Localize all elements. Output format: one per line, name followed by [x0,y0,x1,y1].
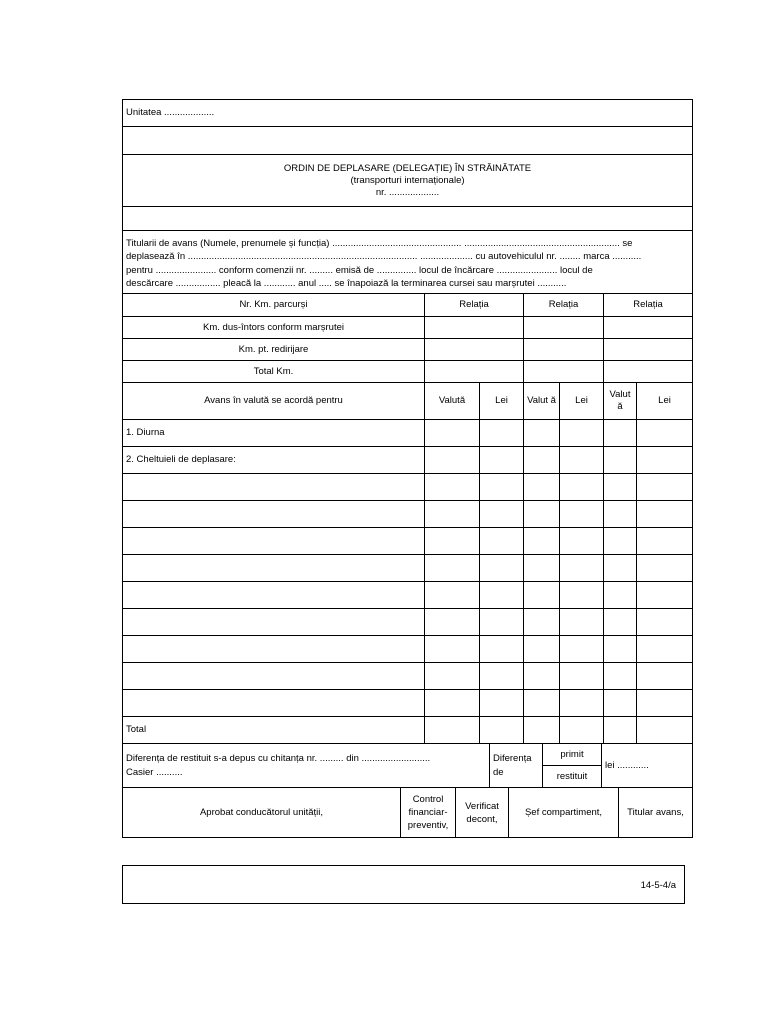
avans-row-blank [123,690,425,717]
table-cell [524,717,560,744]
avans-row-label: 2. Cheltuieli de deplasare: [123,447,425,474]
table-cell [604,501,637,528]
titular-signature: Titular avans, [619,788,693,838]
table-cell [560,663,604,690]
avans-row-total: Total [123,717,425,744]
table-cell [524,420,560,447]
table-cell [425,582,480,609]
col-lei: Lei [480,383,524,420]
col-valuta: Valut ă [604,383,637,420]
table-cell [604,339,693,361]
avans-row-blank [123,663,425,690]
table-cell [560,528,604,555]
intro-paragraph [123,231,693,294]
avans-header: Avans în valută se acordă pentru [123,383,425,420]
table-cell [604,663,637,690]
table-cell [425,609,480,636]
footer-box [122,865,685,904]
table-cell [425,636,480,663]
sef-signature: Șef compartiment, [509,788,619,838]
document-number: nr. ................... [375,186,440,198]
table-cell [480,717,524,744]
table-cell [425,555,480,582]
table-cell [560,501,604,528]
avans-row-blank [123,582,425,609]
avans-row-blank [123,474,425,501]
table-cell [637,528,693,555]
table-cell [637,555,693,582]
form-code: 14-5-4/a [640,880,676,891]
table-cell [524,582,560,609]
table-cell [637,690,693,717]
diferenta-text [123,744,490,788]
table-cell [480,663,524,690]
aprobat-signature: Aprobat conducătorul unității, [123,788,401,838]
avans-row-blank [123,555,425,582]
col-lei: Lei [637,383,693,420]
km-row-label: Total Km. [123,361,425,383]
casier-line: Casier .......... [126,766,183,778]
km-header: Nr. Km. parcurși [123,294,425,317]
table-cell [560,609,604,636]
col-valuta: Valută [425,383,480,420]
restituit-label: restituit [543,766,602,788]
table-cell [560,447,604,474]
avans-row-blank [123,528,425,555]
table-cell [480,609,524,636]
table-cell [524,690,560,717]
table-cell [604,474,637,501]
table-cell [524,555,560,582]
table-cell [560,474,604,501]
avans-row-blank [123,636,425,663]
table-cell [480,582,524,609]
table-cell [604,447,637,474]
table-cell [637,501,693,528]
table-cell [604,717,637,744]
table-cell [524,361,604,383]
avans-row-blank [123,609,425,636]
table-cell [480,474,524,501]
table-cell [524,663,560,690]
table-cell [480,555,524,582]
table-cell [425,420,480,447]
document-subtitle: (transporturi internaționale) [350,174,465,186]
table-cell [560,582,604,609]
diferenta-label: Diferența de [490,744,543,788]
col-valuta: Valut ă [524,383,560,420]
table-cell [560,690,604,717]
table-cell [524,636,560,663]
table-cell [524,609,560,636]
diferenta-table [122,743,693,788]
table-cell [560,636,604,663]
table-cell [480,501,524,528]
table-cell [604,555,637,582]
table-cell [637,474,693,501]
table-cell [604,609,637,636]
primit-label: primit [543,744,602,766]
table-cell [524,339,604,361]
avans-row-blank [123,501,425,528]
table-cell [524,501,560,528]
control-signature: Control financiar-preventiv, [401,788,456,838]
table-cell [425,317,524,339]
km-row-label: Km. pt. redirijare [123,339,425,361]
delegation-form [122,99,692,838]
table-cell [524,447,560,474]
table-cell [637,636,693,663]
intro-line: deplasează în ....................................................................................... .................... cu autovehiculul nr. ........ marca ........... [126,251,642,262]
table-cell [425,717,480,744]
lei-field: lei ............ [602,744,693,788]
table-cell [604,636,637,663]
table-cell [560,420,604,447]
table-cell [480,690,524,717]
intro-line: Titularii de avans (Numele, prenumele și funcția) ................................................. ........................................................... se [126,237,633,249]
verificat-signature: Verificat decont, [456,788,509,838]
table-cell [425,528,480,555]
table-cell [425,474,480,501]
col-lei: Lei [560,383,604,420]
table-cell [560,555,604,582]
table-cell [637,420,693,447]
table-cell [637,447,693,474]
table-cell [560,717,604,744]
table-cell [480,420,524,447]
avans-row-label: 1. Diurna [123,420,425,447]
table-cell [604,690,637,717]
table-cell [637,663,693,690]
table-cell [425,447,480,474]
table-cell [604,528,637,555]
document-title: ORDIN DE DEPLASARE (DELEGAȚIE) ÎN STRĂINĂTATE [283,162,532,174]
relatia-header: Relația [524,294,604,317]
relatia-header: Relația [425,294,524,317]
table-cell [637,717,693,744]
form-table [122,99,693,744]
table-cell [480,447,524,474]
table-cell [425,339,524,361]
table-cell [524,474,560,501]
document-header [123,155,693,207]
table-cell [637,609,693,636]
blank-row [123,207,693,231]
intro-line: pentru ....................... conform comenzii nr. ......... emisă de ............... locul de încărcare ....................... locul de [126,264,593,276]
table-cell [524,528,560,555]
table-cell [604,582,637,609]
diferenta-line: Diferența de restituit s-a depus cu chitanța nr. ......... din .......................... [126,752,431,764]
relatia-header: Relația [604,294,693,317]
intro-line: descărcare ................. pleacă la ............ anul ..... se înapoiază la terminarea cursei sau marșrutei ........... [126,278,567,289]
table-cell [480,636,524,663]
table-cell [604,317,693,339]
blank-row [123,127,693,155]
table-cell [480,528,524,555]
table-cell [425,663,480,690]
table-cell [604,420,637,447]
unit-field: Unitatea ................... [123,100,693,127]
table-cell [425,501,480,528]
table-cell [425,690,480,717]
signatures-table [122,787,693,838]
km-row-label: Km. dus-întors conform marșrutei [123,317,425,339]
table-cell [604,361,693,383]
table-cell [524,317,604,339]
table-cell [637,582,693,609]
table-cell [425,361,524,383]
